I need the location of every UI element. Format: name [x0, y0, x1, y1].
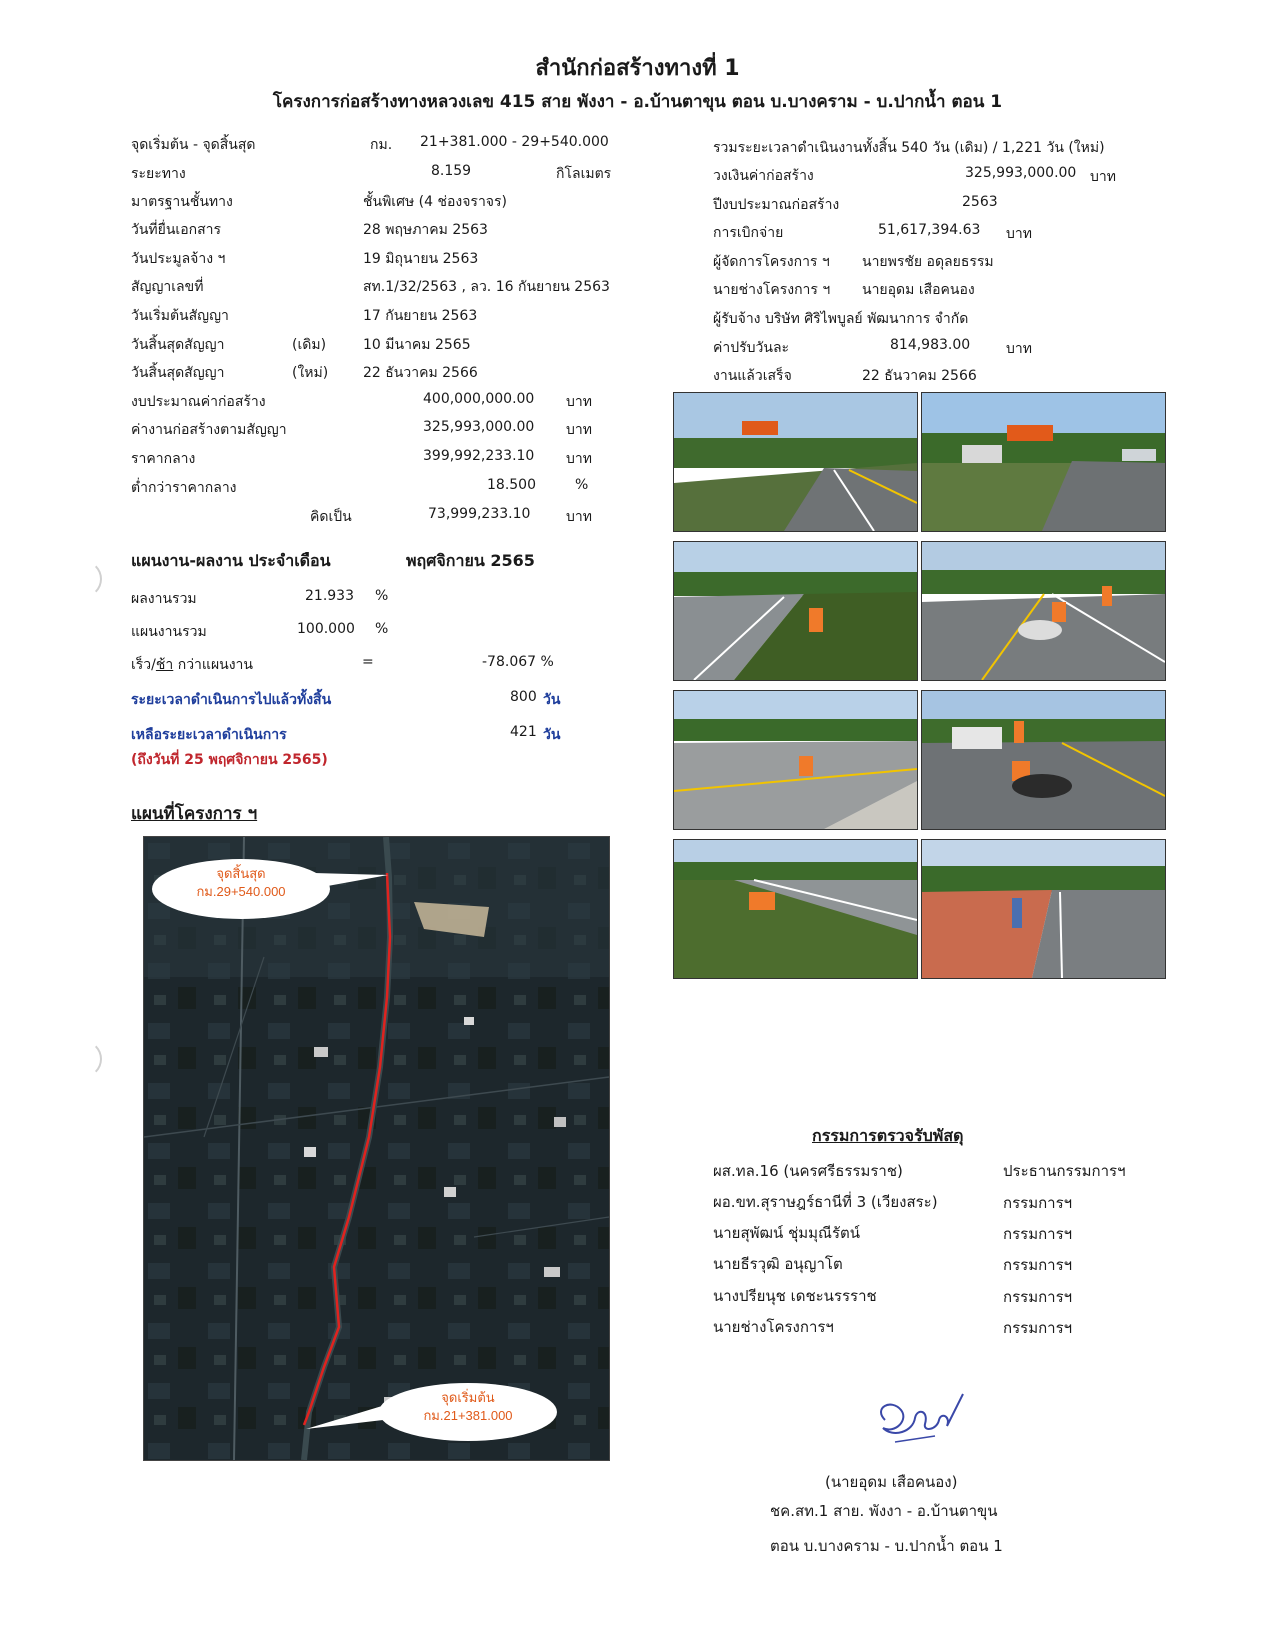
- start-point-km: กม.21+381.000: [423, 1408, 513, 1423]
- equiv-unit: บาท: [566, 509, 592, 525]
- budget-value: 400,000,000.00: [423, 391, 535, 407]
- diff-slow: ช้า: [155, 657, 174, 673]
- start-point-label: จุดเริ่มต้น: [441, 1390, 495, 1405]
- signatory-position-2: ตอน บ.บางคราม - บ.ปากน้ำ ตอน 1: [770, 1537, 1003, 1555]
- contract-cost-unit: บาท: [566, 422, 592, 438]
- penalty-label: ค่าปรับวันละ: [713, 340, 790, 356]
- map-heading: แผนที่โครงการ ฯ: [131, 804, 258, 824]
- satellite-map-image: [144, 837, 609, 1460]
- site-photo-2: [921, 392, 1166, 532]
- contract-cost-label: ค่างานก่อสร้างตามสัญญา: [131, 422, 287, 438]
- submit-value: 28 พฤษภาคม 2563: [363, 222, 488, 238]
- manager-value: นายพรชัย อดุลยธรรม: [862, 254, 994, 270]
- result-label: ผลงานรวม: [131, 591, 197, 607]
- finish-label: งานแล้วเสร็จ: [713, 368, 792, 384]
- km-label: กม.: [370, 137, 393, 153]
- below-median-value: 18.500: [487, 477, 536, 493]
- funding-unit: บาท: [1090, 169, 1116, 185]
- equiv-value: 73,999,233.10: [428, 506, 531, 522]
- start-end-value: 21+381.000 - 29+540.000: [420, 134, 609, 150]
- end-point-label: จุดสิ้นสุด: [216, 866, 266, 881]
- handwritten-signature: [865, 1390, 975, 1450]
- engineer-value: นายอุดม เสือคนอง: [862, 282, 975, 298]
- project-map: [143, 836, 610, 1461]
- committee-member-role: กรรมการฯ: [1003, 1288, 1073, 1306]
- plan-label: แผนงานรวม: [131, 624, 207, 640]
- as-of-date: (ถึงวันที่ 25 พฤศจิกายน 2565): [131, 752, 328, 768]
- remain-label: เหลือระยะเวลาดำเนินการ: [131, 727, 287, 743]
- median-label: ราคากลาง: [131, 451, 196, 467]
- below-median-label: ต่ำกว่าราคากลาง: [131, 480, 237, 496]
- disburse-value: 51,617,394.63: [878, 222, 981, 238]
- funding-value: 325,993,000.00: [965, 165, 1077, 181]
- standard-label: มาตรฐานชั้นทาง: [131, 194, 233, 210]
- elapsed-days: วัน: [543, 692, 561, 708]
- contract-end-new-value: 22 ธันวาคม 2566: [363, 365, 478, 381]
- diff-label: [131, 654, 253, 676]
- diff-equals: =: [362, 654, 374, 670]
- site-photo-8: [921, 839, 1166, 979]
- contract-no-value: สท.1/32/2563 , ลว. 16 กันยายน 2563: [363, 279, 610, 295]
- contractor-text: ผู้รับจ้าง บริษัท ศิริไพบูลย์ พัฒนาการ จำกัด: [713, 311, 969, 327]
- diff-fast: เร็ว/: [131, 657, 156, 673]
- fiscal-value: 2563: [962, 194, 998, 210]
- result-value: 21.933: [305, 588, 354, 604]
- median-value: 399,992,233.10: [423, 448, 535, 464]
- distance-value: 8.159: [431, 163, 472, 179]
- finish-value: 22 ธันวาคม 2566: [862, 368, 977, 384]
- signatory-position-1: ชค.สท.1 สาย. พังงา - อ.บ้านตาขุน: [770, 1502, 998, 1520]
- equiv-label: คิดเป็น: [310, 509, 352, 525]
- contract-no-label: สัญญาเลขที่: [131, 279, 204, 295]
- disburse-unit: บาท: [1006, 226, 1032, 242]
- committee-member-name: นายช่างโครงการฯ: [713, 1318, 834, 1336]
- manager-label: ผู้จัดการโครงการ ฯ: [713, 254, 830, 270]
- distance-unit: กิโลเมตร: [556, 166, 612, 182]
- contract-end-label-new: วันสิ้นสุดสัญญา: [131, 365, 225, 381]
- committee-member-role: กรรมการฯ: [1003, 1225, 1073, 1243]
- engineer-label: นายช่างโครงการ ฯ: [713, 282, 831, 298]
- old-tag: (เดิม): [292, 337, 327, 353]
- plan-value: 100.000: [297, 621, 355, 637]
- elapsed-value: 800: [510, 689, 537, 705]
- fiscal-label: ปีงบประมาณก่อสร้าง: [713, 197, 840, 213]
- office-title: สำนักก่อสร้างทางที่ 1: [535, 56, 740, 81]
- end-point-km: กม.29+540.000: [196, 884, 286, 899]
- remain-value: 421: [510, 724, 537, 740]
- remain-days: วัน: [543, 727, 561, 743]
- standard-value: ชั้นพิเศษ (4 ช่องจราจร): [363, 194, 507, 210]
- committee-member-role: กรรมการฯ: [1003, 1194, 1073, 1212]
- auction-label: วันประมูลจ้าง ฯ: [131, 251, 226, 267]
- elapsed-label: ระยะเวลาดำเนินการไปแล้วทั้งสิ้น: [131, 692, 332, 708]
- contract-end-label-old: วันสิ้นสุดสัญญา: [131, 337, 225, 353]
- disburse-label: การเบิกจ่าย: [713, 225, 784, 241]
- new-tag: (ใหม่): [292, 365, 329, 381]
- median-unit: บาท: [566, 451, 592, 467]
- below-median-percent: %: [575, 477, 589, 493]
- diff-vs-plan: กว่าแผนงาน: [173, 657, 253, 673]
- site-photo-5: [673, 690, 918, 830]
- result-pct: %: [375, 588, 389, 604]
- committee-member-name: ผส.ทล.16 (นครศรีธรรมราช): [713, 1162, 903, 1180]
- start-end-label: จุดเริ่มต้น - จุดสิ้นสุด: [131, 137, 256, 153]
- committee-member-name: นายสุพัฒน์ ชุ่มมุณีรัตน์: [713, 1224, 861, 1242]
- project-title: โครงการก่อสร้างทางหลวงเลข 415 สาย พังงา - อ.บ้านตาขุน ตอน บ.บางคราม - บ.ปากน้ำ ตอน 1: [272, 92, 1003, 112]
- committee-member-role: กรรมการฯ: [1003, 1319, 1073, 1337]
- committee-member-name: นางปรียนุช เดชะนรรราช: [713, 1287, 877, 1305]
- progress-month: พฤศจิกายน 2565: [406, 551, 535, 570]
- binder-hole-top: [64, 560, 102, 598]
- committee-member-name: นายธีรวุฒิ อนุญาโต: [713, 1255, 843, 1273]
- committee-member-role: กรรมการฯ: [1003, 1256, 1073, 1274]
- contract-start-value: 17 กันยายน 2563: [363, 308, 478, 324]
- contract-end-old-value: 10 มีนาคม 2565: [363, 337, 471, 353]
- binder-hole-bottom: [64, 1040, 102, 1078]
- site-photo-6: [921, 690, 1166, 830]
- auction-value: 19 มิถุนายน 2563: [363, 251, 479, 267]
- funding-label: วงเงินค่าก่อสร้าง: [713, 168, 814, 184]
- site-photo-3: [673, 541, 918, 681]
- site-photo-7: [673, 839, 918, 979]
- penalty-value: 814,983.00: [890, 337, 971, 353]
- submit-label: วันที่ยื่นเอกสาร: [131, 222, 222, 238]
- progress-heading: แผนงาน-ผลงาน ประจำเดือน: [131, 551, 331, 570]
- duration-text: รวมระยะเวลาดำเนินงานทั้งสิ้น 540 วัน (เดิม) / 1,221 วัน (ใหม่): [713, 140, 1105, 156]
- diff-value: -78.067 %: [482, 654, 554, 670]
- budget-unit: บาท: [566, 394, 592, 410]
- contract-cost-value: 325,993,000.00: [423, 419, 535, 435]
- start-callout-pointer: [304, 1399, 394, 1435]
- committee-member-role: ประธานกรรมการฯ: [1003, 1162, 1126, 1180]
- contract-start-label: วันเริ่มต้นสัญญา: [131, 308, 229, 324]
- site-photo-4: [921, 541, 1166, 681]
- budget-label: งบประมาณค่าก่อสร้าง: [131, 394, 266, 410]
- end-point-callout: [152, 859, 330, 919]
- site-photo-1: [673, 392, 918, 532]
- penalty-unit: บาท: [1006, 341, 1032, 357]
- committee-heading: กรรมการตรวจรับพัสดุ: [812, 1126, 964, 1145]
- plan-pct: %: [375, 621, 389, 637]
- signatory-name: (นายอุดม เสือคนอง): [825, 1473, 958, 1491]
- end-callout-pointer: [314, 861, 394, 891]
- committee-member-name: ผอ.ขท.สุราษฎร์ธานีที่ 3 (เวียงสระ): [713, 1193, 938, 1211]
- start-point-callout: [379, 1383, 557, 1441]
- distance-label: ระยะทาง: [131, 166, 186, 182]
